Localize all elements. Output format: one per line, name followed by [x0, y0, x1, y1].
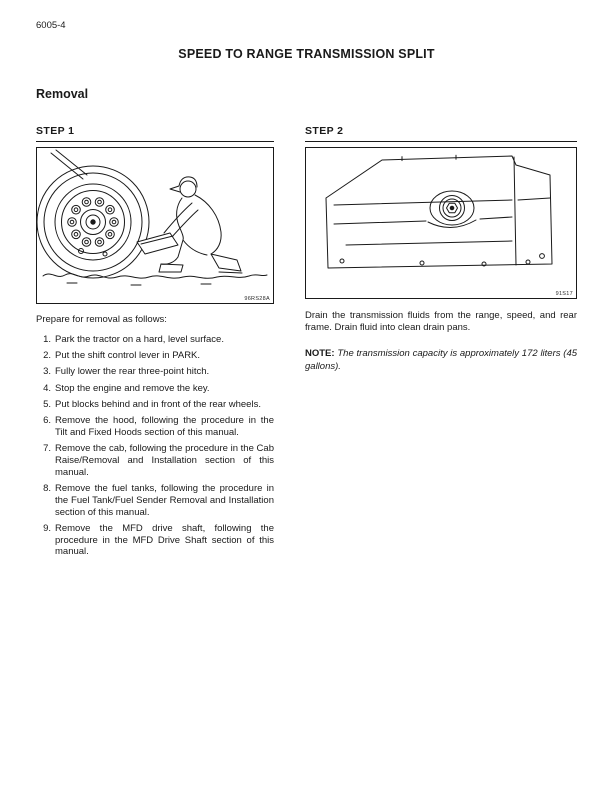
left-column [36, 125, 274, 563]
note-label: NOTE: [305, 348, 335, 360]
two-column-layout [36, 125, 577, 563]
step-number: 3. [43, 366, 51, 378]
step-number: 4. [43, 382, 51, 394]
step-number: 2. [43, 350, 51, 362]
procedure-step-3 [36, 366, 274, 378]
page-title: SPEED TO RANGE TRANSMISSION SPLIT [178, 47, 435, 61]
step-text: Remove the fuel tanks, following the procedure in the Fuel Tank/Fuel Sender Removal and Installation section of this manual. [55, 483, 274, 518]
bottom-bolts [340, 254, 544, 266]
procedure-step-5 [36, 399, 274, 411]
note [305, 348, 577, 373]
step-text: Stop the engine and remove the key. [55, 382, 210, 394]
procedure-step-2 [36, 350, 274, 362]
procedure-step-8 [36, 483, 274, 518]
procedure-step-9 [36, 523, 274, 558]
mechanic-figure [137, 177, 242, 273]
step-text: Remove the hood, following the procedure in the Tilt and Fixed Hoods section of this manual. [55, 415, 274, 438]
step-number: 1. [43, 333, 51, 345]
page-number: 6005-4 [36, 20, 66, 31]
transmission-housing-illustration [306, 148, 576, 298]
step-number: 9. [43, 522, 51, 534]
procedure-step-6 [36, 415, 274, 439]
step-text: Put blocks behind and in front of the rear wheels. [55, 398, 261, 410]
figure-step1 [36, 147, 274, 304]
ground-line [43, 274, 267, 285]
procedure-step-1 [36, 334, 274, 346]
note-text: The transmission capacity is approximately 172 liters (45 gallons). [305, 348, 578, 372]
step2-heading: STEP 2 [305, 125, 577, 142]
step1-heading: STEP 1 [36, 125, 274, 142]
right-column [305, 125, 577, 563]
figure2-caption: 91S17 [555, 291, 573, 297]
tractor-wheel-mechanic-illustration [37, 148, 273, 303]
step-text: Remove the MFD drive shaft, following the procedure in the MFD Drive Shaft section of this manual. [55, 522, 274, 558]
intro-text: Prepare for removal as follows: [36, 314, 167, 325]
procedure-list [36, 334, 274, 558]
housing-outline [326, 155, 552, 268]
section-heading: Removal [36, 87, 89, 101]
step-text: Remove the cab, following the procedure in the Cab Raise/Removal and Installation section of this manual. [55, 443, 274, 478]
procedure-step-7 [36, 443, 274, 478]
drain-plug [428, 191, 476, 228]
step-number: 8. [43, 483, 51, 495]
procedure-step-4 [36, 383, 274, 395]
step-text: Fully lower the rear three-point hitch. [55, 366, 210, 378]
step-number: 6. [43, 415, 51, 427]
step-number: 7. [43, 443, 51, 455]
step-text: Park the tractor on a hard, level surface. [55, 333, 224, 345]
tractor-wheel [37, 166, 149, 278]
figure-step2 [305, 147, 577, 299]
step-text: Put the shift control lever in PARK. [55, 350, 201, 362]
step-number: 5. [43, 398, 51, 410]
housing-seams [334, 198, 550, 245]
drain-pan [137, 233, 178, 254]
drain-instructions: Drain the transmission fluids from the range, speed, and rear frame. Drain fluid into clean drain pans. [305, 310, 577, 334]
figure1-caption: 96RS28A [244, 296, 270, 302]
